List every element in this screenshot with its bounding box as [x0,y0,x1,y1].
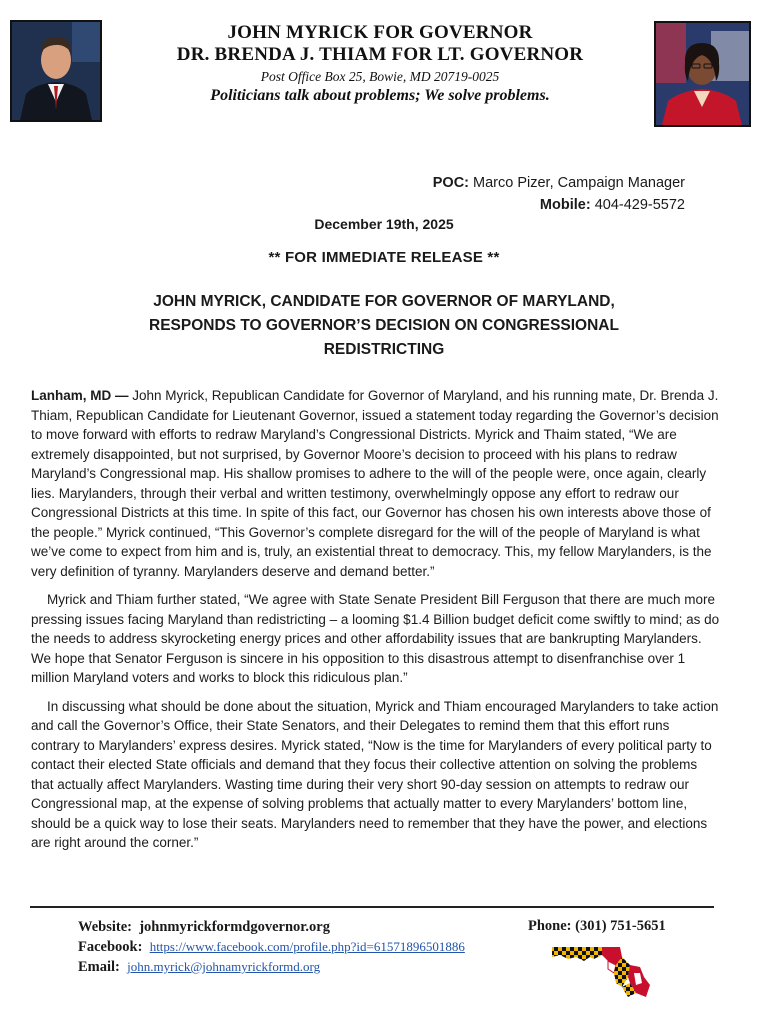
poc-value: Marco Pizer, Campaign Manager [473,175,685,191]
letterhead-governor-line: JOHN MYRICK FOR GOVERNOR [227,22,533,43]
maryland-map-icon [550,943,660,1001]
website-value: johnmyrickformdgovernor.org [139,919,330,935]
footer-contact-links [78,918,465,977]
facebook-link[interactable]: https://www.facebook.com/profile.php?id=61571896501886 [149,939,465,954]
candidate-photo-brenda-thiam [654,21,751,127]
headline-line-2: RESPONDS TO GOVERNOR’S DECISION ON CONGRESSIONAL [149,317,619,334]
letterhead-lt-governor-line: DR. BRENDA J. THIAM FOR LT. GOVERNOR [176,44,584,65]
release-date: December 19th, 2025 [314,216,454,232]
mobile-line [433,194,685,216]
email-label: Email: [78,959,120,975]
press-contact-block [433,172,685,216]
body-paragraph-3: In discussing what should be done about the situation, Myrick and Thiam encouraged Marylanders to take action and call the Governor’s Office, their State Senators, and their Delegates to remind them that this effort runs contrary to Marylanders’ express desires. Myrick stated, “Now is the time for Marylanders of every political party to contact their elected State officials and demand that they focus their collective attention on solving the problems that actually affect Marylanders. Wasting time during their very short 90-day session on attempts to redraw our Congressional map, at the expense of solving problems that actually matter to every Marylanders’ bottom line, should be a quick way to lose their seats. Marylanders need to remember that they have the power, and elections are right around the corner.” [31,698,719,850]
immediate-release-tag: ** FOR IMMEDIATE RELEASE ** [268,249,500,266]
campaign-slogan: Politicians talk about problems; We solve problems. [210,87,550,104]
body-paragraph-2: Myrick and Thiam further stated, “We agree with State Senate President Bill Ferguson that there are much more pressing issues facing Maryland than redistricting – a looming $1.4 Billion budget deficit come swiftly to mind; as do the needs to address skyrocketing energy prices and other affordability issues that are bankrupting Marylanders. We hope that Senator Ferguson is sincere in his opposition to this disastrous attempt to disenfranchise over 1 million Maryland voters and works to block this ridiculous plan.” [31,592,720,685]
headline-line-1: JOHN MYRICK, CANDIDATE FOR GOVERNOR OF MARYLAND, [153,293,615,310]
email-line [78,957,465,977]
mobile-value: 404-429-5572 [594,197,685,213]
press-release-body [31,386,721,862]
phone-value: (301) 751-5651 [575,918,666,934]
mobile-label: Mobile: [539,197,591,213]
website-line [78,918,465,937]
body-paragraph-1 [31,386,721,581]
facebook-label: Facebook: [78,939,143,955]
headline-line-3: REDISTRICTING [323,341,445,358]
press-release-headline [84,290,684,362]
poc-line [433,172,685,194]
phone-label: Phone: [528,918,572,934]
letterhead [110,22,650,106]
phone-line [528,918,666,935]
website-label: Website: [78,919,132,935]
email-link[interactable]: john.myrick@johnamyrickformd.org [127,959,321,974]
facebook-line [78,937,465,957]
candidate-photo-john-myrick [10,20,102,122]
campaign-address: Post Office Box 25, Bowie, MD 20719-0025 [260,69,500,84]
poc-label: POC: [432,175,469,191]
paragraph-1-text: John Myrick, Republican Candidate for Governor of Maryland, and his running mate, Dr. Brenda J. Thiam, Republican Candidate for Lieutenant Governor, issued a statement today regarding the Governor’s decision to move forward with efforts to redraw Maryland’s Congressional Districts. Myrick and Thaim stated, “We are extremely disappointed, but not surprised, by Governor Moore’s decision to proceed with his plans to redraw Maryland’s Congressional map. His shallow promises to adhere to the will of the people were, once again, clearly lies. Marylanders, through their verbal and written testimony, overwhelmingly oppose any effort to redraw our Congressional Districts at this time. In spite of this fact, our Governor has chosen his own interests above those of the people.” Myrick continued, “This Governor’s complete disregard for the will of the people of Maryland is what we’ve come to expect from him and is, truly, an existential threat to democracy. This, my fellow Marylanders, is the very definition of tyranny. Marylanders deserve and demand better.” [31,388,719,579]
dateline: Lanham, MD — [31,388,129,403]
footer-divider [30,906,714,908]
